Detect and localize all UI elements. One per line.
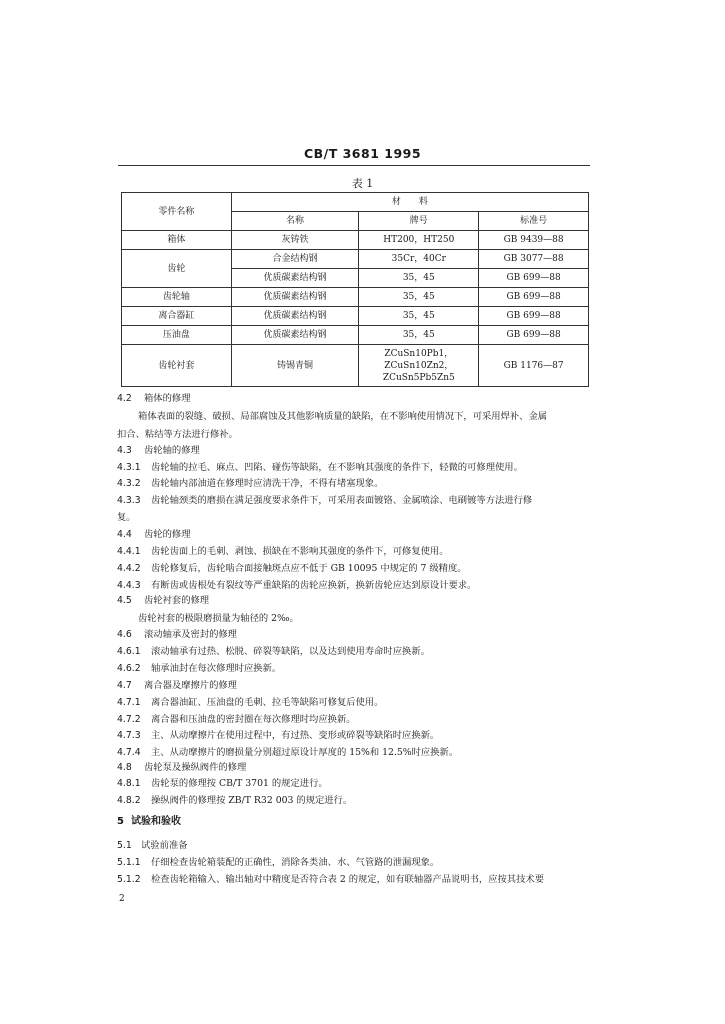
body-line: 4.3.3 齿轮轴颈类的磨损在满足强度要求条件下，可采用表面镀铬、金属喷涂、电刷镀等方法进行修 [117, 495, 533, 506]
cell-standard: GB 9439—88 [479, 231, 589, 250]
body-line: 扣合、粘结等方法进行修补。 [117, 429, 238, 440]
cell-part: 箱体 [122, 231, 232, 250]
body-line: 4.4 齿轮的修理 [117, 529, 191, 540]
cell-name: 合金结构钢 [231, 250, 359, 269]
body-line: 4.8.1 齿轮泵的修理按 CB/T 3701 的规定进行。 [117, 778, 328, 789]
header-standard: 标准号 [479, 212, 589, 231]
body-line: 4.7.4 主、从动摩擦片的磨损量分别超过原设计厚度的 15%和 12.5%时应换新。 [117, 747, 459, 758]
table-row [122, 345, 589, 387]
section-heading: 5 试验和验收 [117, 816, 181, 827]
body-line: 5.1.1 仔细检查齿轮箱装配的正确性，消除各类油、水、气管路的泄漏现象。 [117, 857, 440, 868]
cell-part: 齿轮 [122, 250, 232, 288]
cell-grade: 35Cr，40Cr [359, 250, 479, 269]
cell-standard: GB 3077—88 [479, 250, 589, 269]
cell-standard: GB 699—88 [479, 288, 589, 307]
cell-grade: 35，45 [359, 326, 479, 345]
body-line: 4.3.1 齿轮轴的拉毛、麻点、凹陷、碰伤等缺陷，在不影响其强度的条件下，轻微的可修理使用。 [117, 462, 523, 473]
cell-standard: GB 699—88 [479, 307, 589, 326]
table-row [122, 250, 589, 269]
body-line: 4.7 离合器及摩擦片的修理 [117, 680, 237, 691]
body-line: 4.3 齿轮轴的修理 [117, 445, 200, 456]
header-part: 零件名称 [122, 193, 232, 231]
body-line: 4.6.1 滚动轴承有过热、松脱、碎裂等缺陷，以及达到使用寿命时应换新。 [117, 646, 430, 657]
cell-name: 灰铸铁 [231, 231, 359, 250]
cell-part: 离合器缸 [122, 307, 232, 326]
header-name: 名称 [231, 212, 359, 231]
body-line: 4.8.2 操纵阀件的修理按 ZB/T R32 003 的规定进行。 [117, 795, 353, 806]
table-row [122, 326, 589, 345]
grade-line: ZCuSn10Pb1， [384, 348, 454, 359]
cell-standard: GB 1176—87 [479, 345, 589, 387]
body-line: 箱体表面的裂缝、破损、局部腐蚀及其他影响质量的缺陷，在不影响使用情况下，可采用焊补、金属 [138, 411, 548, 422]
cell-name: 优质碳素结构钢 [231, 269, 359, 288]
body-line: 4.3.2 齿轮轴内部油道在修理时应清洗干净，不得有堵塞现象。 [117, 478, 384, 489]
body-line: 4.6 滚动轴承及密封的修理 [117, 629, 237, 640]
body-line: 4.7.1 离合器油缸、压油盘的毛刺、拉毛等缺陷可修复后使用。 [117, 697, 384, 708]
body-line: 4.7.3 主、从动摩擦片在使用过程中，有过热、变形或碎裂等缺陷时应换新。 [117, 730, 440, 741]
cell-grade: HT200，HT250 [359, 231, 479, 250]
material-table [121, 192, 589, 387]
cell-name: 铸锡青铜 [231, 345, 359, 387]
body-line: 4.7.2 离合器和压油盘的密封圈在每次修理时均应换新。 [117, 714, 356, 725]
cell-grade: 35，45 [359, 269, 479, 288]
page-number: 2 [119, 894, 125, 904]
cell-part: 齿轮轴 [122, 288, 232, 307]
table-row [122, 288, 589, 307]
body-line: 4.4.2 齿轮修复后，齿轮啮合面接触斑点应不低于 GB 10095 中规定的 7 级精度。 [117, 563, 467, 574]
grade-line: ZCuSn10Zn2， [384, 360, 454, 371]
cell-name: 优质碳素结构钢 [231, 326, 359, 345]
grade-line: ZCuSn5Pb5Zn5 [382, 372, 455, 383]
cell-grade [359, 345, 479, 387]
cell-grade: 35，45 [359, 307, 479, 326]
body-line: 4.6.2 轴承油封在每次修理时应换新。 [117, 663, 282, 674]
body-line: 4.4.1 齿轮齿面上的毛刺、剥蚀、损缺在不影响其强度的条件下，可修复使用。 [117, 546, 449, 557]
body-line: 复。 [117, 512, 136, 523]
body-line: 5.1 试验前准备 [117, 840, 188, 851]
header-rule [118, 165, 590, 166]
body-line: 4.5 齿轮衬套的修理 [117, 595, 210, 606]
cell-part: 压油盘 [122, 326, 232, 345]
table-row [122, 231, 589, 250]
header-grade: 牌号 [359, 212, 479, 231]
cell-name: 优质碳素结构钢 [231, 307, 359, 326]
cell-standard: GB 699—88 [479, 269, 589, 288]
header-material: 材 料 [231, 193, 588, 212]
body-line: 4.2 箱体的修理 [117, 393, 191, 404]
body-line: 齿轮衬套的极限磨损量为轴径的 2‰。 [138, 613, 299, 624]
body-line: 5.1.2 检查齿轮箱输入、输出轴对中精度是否符合表 2 的规定，如有联轴器产品说明书，应按其技术要 [117, 874, 544, 885]
cell-name: 优质碳素结构钢 [231, 288, 359, 307]
cell-standard: GB 699—88 [479, 326, 589, 345]
table-row [122, 307, 589, 326]
cell-part: 齿轮衬套 [122, 345, 232, 387]
body-line: 4.4.3 有断齿或齿根处有裂纹等严重缺陷的齿轮应换新，换新齿轮应达到原设计要求。 [117, 580, 477, 591]
cell-grade: 35，45 [359, 288, 479, 307]
body-line: 4.8 齿轮泵及操纵阀件的修理 [117, 762, 247, 773]
standard-header: CB/T 3681 1995 [303, 146, 422, 161]
table-title: 表 1 [351, 177, 374, 190]
